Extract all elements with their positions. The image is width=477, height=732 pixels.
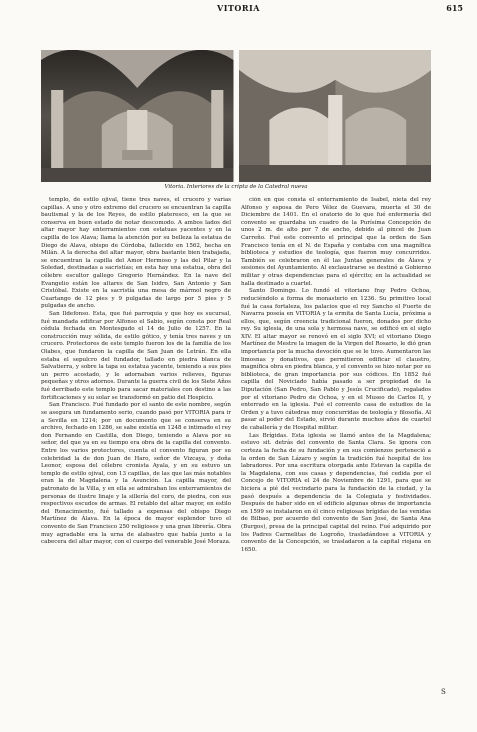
crypt-photo-right <box>239 50 432 182</box>
paragraph: Santo Domingo. Lo fundó el vitoriano fray Pedro Ochoa, reduciéndolo a forma de monasterio en 1236. Su primitivo local fué la casa fortaleza, los palacios que el rey Sancho el Fuerte de Navarra poseía en VITORIA y la ermita de Santa Lucía, próxima a ellos, que, según creencia tradicional fueron, donados por dicho rey. Su iglesia, de una sola y hermosa nave, se edificó en el siglo XIV. El altar mayor se renovó en el siglo XVI; el vitoriano Diego Martínez de Mestre la imagen de la Virgen del Rosario, le dió gran importancia por la mucha devoción que se le tuvo. Aumentaron las limosnas y donativos, que permitieron edificar el claustro, magnífica obra en piedra blanca, y el convento se hizo notar por su biblioteca, de gran importancia por sus códices. En 1852 fué capilla del Noviciado había pasado a ser propiedad de la Diputación (San Pedro, San Pablo y Jesús Crucificado), regalados por el vitoriano Pedro de Ochoa, y en el Museo de Carlos II, y enterrado en la iglesia. Fué el convento casa de estudios de la Orden y a tuvo cátedras muy concurridas de teología y filosofía. Al pasar al poder del Estado, sirvió durante muchos años de cuartel de caballería y de Hospital militar. <box>241 288 431 431</box>
figure-photos <box>41 50 431 182</box>
text-columns <box>41 197 431 717</box>
crypt-photo-left <box>41 50 234 182</box>
paragraph: templo, de estilo ojival, tiene tres naves, el crucero y varias capillas. A uno y otro extremo del crucero se encuentran la capilla bautismal y la de los Reyes, de estilo plateresco, en la que se conserva en buen estado de notar descomodo. A ambos lados del altar mayor hay enterramientos con estatuas yacentes y en la capilla de los Alava; llama la atención por su belleza la estatua de Diego de Alava, obispo de Córdoba, fallecido en 1562, hecha en Milán. A la derecha del altar mayor, obra bastante bien trabajada, se encuentran la capilla del Amor Hermoso y las del Pilar y la Soledad, destinadas a sacristías; en esta hay una estatua, obra del célebre escultor gallego Gregorio Hernández. En la nave del Evangelio están los altares de San Isidro, San Antonio y San Cristóbal. Existe en la sacristía una mesa de mármol negro de Cuartango de 12 pies y 9 pulgadas de largo por 5 pies y 5 pulgadas de ancho. <box>41 197 231 310</box>
page-number: 615 <box>446 3 463 13</box>
left-column <box>41 197 231 717</box>
figure-caption: Vitoria. Interiores de la cripta de la Catedral nueva <box>164 184 308 190</box>
right-column <box>241 197 431 717</box>
paragraph: San Francisco. Fué fundado por el santo de este nombre, según se asegura un fundamento serio, cuando pasó por VITORIA para ir a Sevilla en 1214; por un documento que se conserva en su archivo, fechado en 1286, se sabe existía en 1248 e intimado el rey don Fernando en Castilla, don Diego, teniendo a Alava por su señor, del que ya en su tiempo era obra de la capilla del convento. Entre los varios protectores, cuenta el convento figuran por su celebridad la de don Juan de Haro, señor de Vizcaya, y doña Leonor, esposa del célebre cronista Ayala, y en su estuvo un templo de estilo ojival, con 13 capillas, de las que las más notables eran la de Magdalena y la Asunción. La capilla mayor, del patronato de la Villa, y en ella se admiraban los enterramientos de personas de ilustre linaje y la sillería del coro, de piedra, con sus respectivos escudos de armas. El retablo del altar mayor, en estilo del Renacimiento, fué tallado a expensas del obispo Diego Martínez de Álava. En la época de mayor esplendor tuvo el convento de San Francisco 250 religiosos y una gran librería. Obra muy agradable era la urna de alabastro que había junto a la cabecera del altar mayor, con el cuerpo del venerable José Moraza. <box>41 402 231 546</box>
paragraph: San Ildefonso. Esta, que fué parroquia y que hoy es sucursal, fué mandada edificar por Alfonso el Sabio, según consta por Real cédula fechada en Montesgudo el 14 de Julio de 1257. En la construcción muy sólida, de estilo gótico, y tenía tres naves y un crucero. Protectores de este templo fueron los de la familia de los Olabes, que fundaron la capilla de San Juan de Letrán. En ella estaba el sepulcro del fundador, tallado en piedra blanca de Salvatierra, y sobre la tapa su estatua yacente, teniendo a sus pies un perro acostado, y le adornaban varios relieves, figuras pequeñas y otros adornos. Durante la guerra civil de los Siete Años fué derribado este templo para sacar materiales con destino a las fortificaciones y su solar se transformó en patio del Hospicio. <box>41 311 231 401</box>
paragraph: Las Brígidas. Esta iglesia se llamó antes de la Magdalena; estuvo sit. detrás del convento de Santa Clara. Se ignora con certeza la fecha de su fundación y en sus comienzos perteneció a la orden de San Lázaro y según la tradición fué hospital de los labradores. Por una escritura otorgada ante Estevan la capilla de la Magdalena, con sus casas y dependencias, fué cedida por el Concejo de VITORIA el 24 de Noviembre de 1291, para que se hiciera a pié del vecindario para la fundación de la ciudad, y la pasó después a dependencia de la Colegiata y festividades. Después de haber sido en el edificio algunas obras de importancia en 1599 se instalaron en él cinco religiosas brígidas de las venidas de Bilbao, por acuerdo del convento de San José, de Santa Ana (Burgos), presa de la principal capital del reino. Fué adquirido por los Padres Carmelitas de Logroño, trasladándose a VITORIA y convento de la Concepción, se trasladaron a la capital riojana en 1650. <box>241 432 431 553</box>
running-header-title: VITORIA <box>217 3 260 13</box>
paragraph: ción en que consta el enterramiento de Isabel, nieta del rey Alfonso y esposa de Pero Vélez de Guevara, muerta el 30 de Diciembre de 1401. En el oratorio de lo que fué enfermería del convento se guardaba un cuadro de la Purísima Concepción de unos 2 m. de alto por 7 de ancho, debido al pincel de Juan Carreño. Fué este convento el principal que la orden de San Francisco tenía en el N. de España y contaba con una magnífica biblioteca y estudios de teología, que fueron muy concurridos. También se celebraron en él las Juntas generales de Álava y sesiones del Ayuntamiento. Al exclaustrarse se destinó a Gobierno militar y otras dependencias para el ejército; en la actualidad se halla destinado a cuartel. <box>241 197 431 287</box>
footer-mark: S <box>441 688 446 696</box>
